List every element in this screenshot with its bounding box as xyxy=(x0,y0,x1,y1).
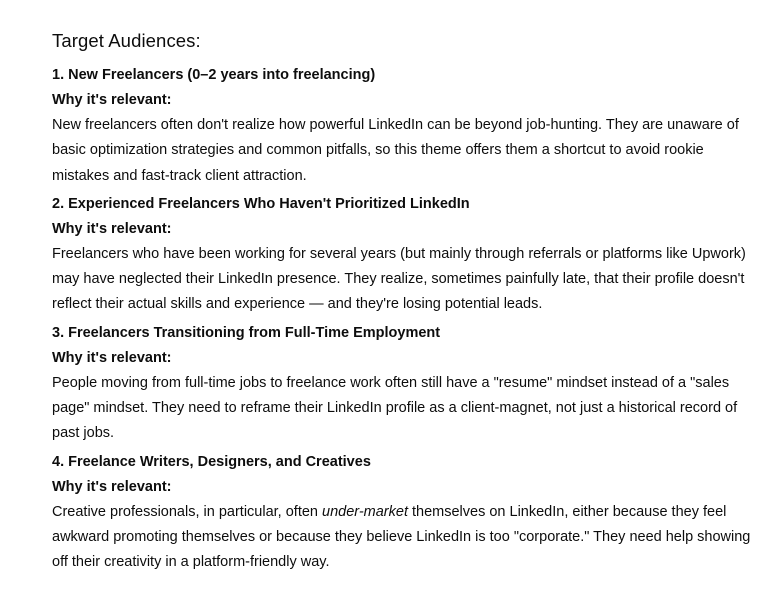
why-relevant-label: Why it's relevant: xyxy=(52,478,172,495)
audience-item xyxy=(52,66,752,189)
audience-item xyxy=(52,195,752,318)
why-relevant-label: Why it's relevant: xyxy=(52,220,172,237)
document-content xyxy=(52,29,752,582)
why-relevant-label: Why it's relevant: xyxy=(52,92,172,108)
audience-heading: 1. New Freelancers (0–2 years into freelancing) xyxy=(52,67,376,83)
audience-heading: 3. Freelancers Transitioning from Full-Time Employment xyxy=(52,324,441,341)
emphasized-text: under-market xyxy=(322,503,408,520)
description-text: themselves on LinkedIn, either because they feel awkward promoting themselves or because they believe LinkedIn is too "corporate." They need help showing off their creativity in a platform-friendly way. xyxy=(52,503,751,571)
why-relevant-label: Why it's relevant: xyxy=(52,349,172,366)
section-title: Target Audiences: xyxy=(52,30,201,51)
audience-heading: 2. Experienced Freelancers Who Haven't Prioritized LinkedIn xyxy=(52,195,470,212)
audience-description xyxy=(52,500,752,576)
audience-description: New freelancers often don't realize how powerful LinkedIn can be beyond job-hunting. They are unaware of basic optimization strategies and common pitfalls, so this theme offers them a shortcut to avoid rookie mistakes and fast-track client attraction. xyxy=(52,117,739,184)
audience-item xyxy=(52,324,752,447)
audience-heading: 4. Freelance Writers, Designers, and Creatives xyxy=(52,453,371,470)
audience-item xyxy=(52,453,752,576)
audience-description: People moving from full-time jobs to freelance work often still have a "resume" mindset instead of a "sales page" mindset. They need to reframe their LinkedIn profile as a client-magnet, not just a historical record of past jobs. xyxy=(52,374,738,442)
audience-description: Freelancers who have been working for several years (but mainly through referrals or platforms like Upwork) may have neglected their LinkedIn presence. They realize, sometimes painfully late, that their profile doesn't reflect their actual skills and experience — and they're losing potential leads. xyxy=(52,245,746,313)
description-text: Creative professionals, in particular, often xyxy=(52,503,322,520)
